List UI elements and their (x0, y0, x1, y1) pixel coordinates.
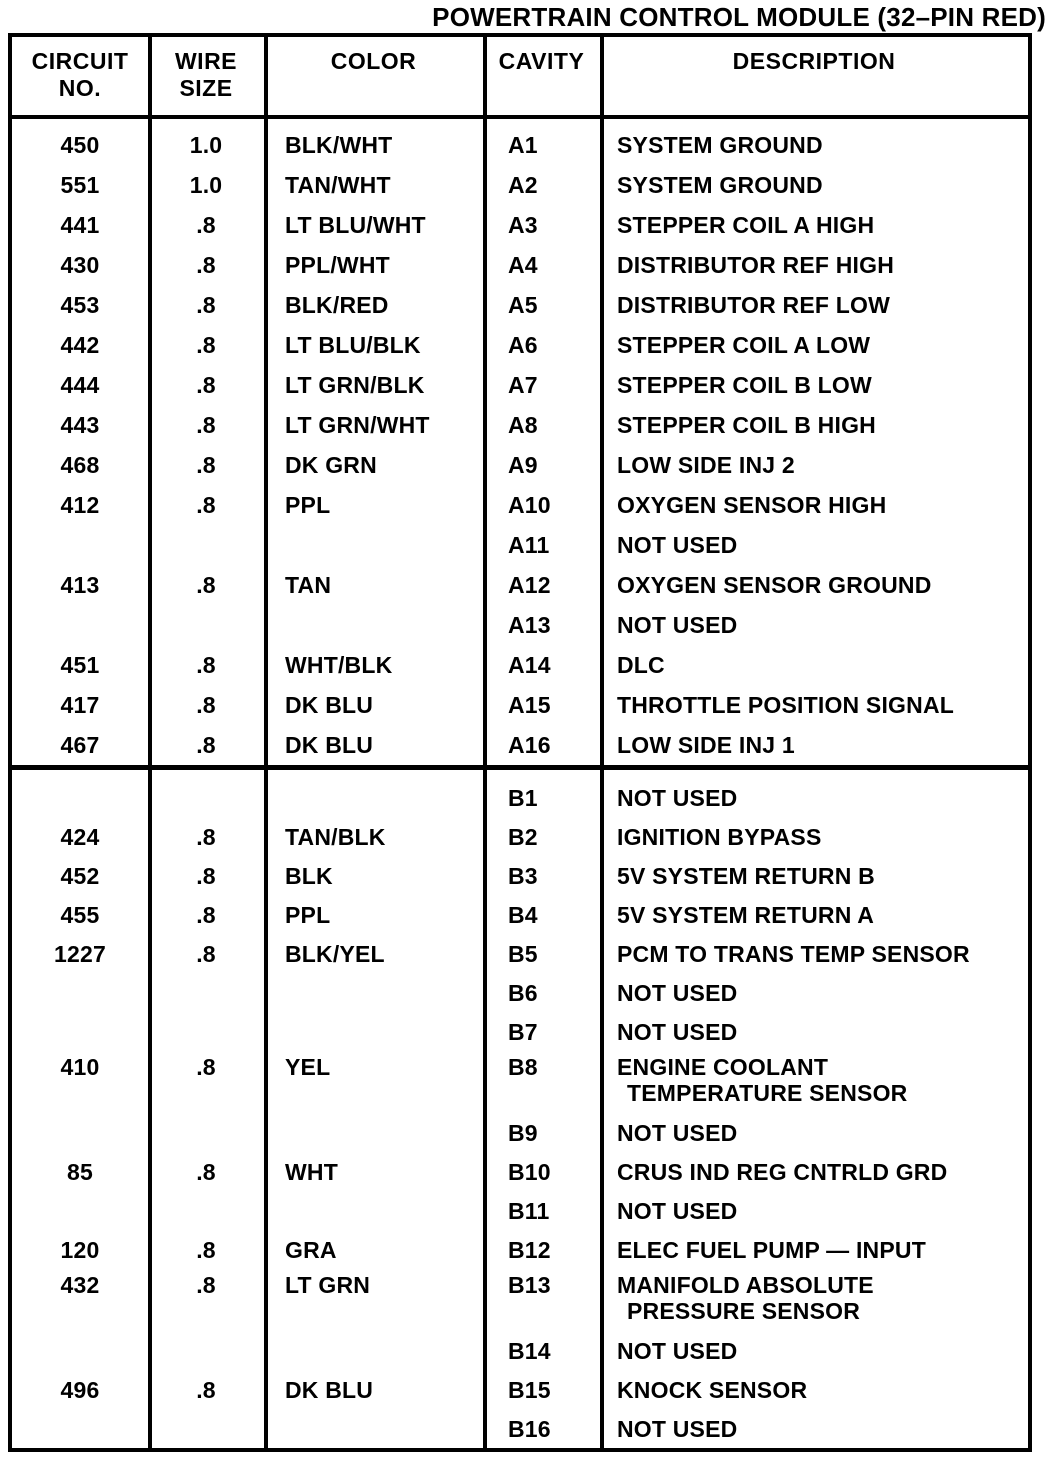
cell-description: STEPPER COIL B LOW (617, 372, 872, 398)
cell-wire-size: .8 (196, 732, 216, 758)
table-row (12, 325, 1028, 365)
table-row (12, 565, 1028, 605)
cell-wire-size (148, 778, 264, 817)
cell-description: DLC (617, 652, 665, 678)
column-header-color: COLOR (330, 48, 417, 74)
cell-description: NOT USED (617, 532, 738, 558)
table-row (12, 1051, 1028, 1113)
cell-color (264, 1113, 483, 1152)
cell-circuit-no: 120 (60, 1236, 100, 1263)
cell-wire-size: .8 (196, 1272, 216, 1298)
cell-color: BLK/RED (285, 292, 389, 318)
table-row (12, 485, 1028, 525)
cell-circuit-no: 441 (60, 212, 100, 238)
cell-wire-size: .8 (196, 212, 216, 238)
table-row (12, 1269, 1028, 1331)
cell-description: LOW SIDE INJ 2 (617, 452, 795, 478)
cell-cavity: B5 (508, 940, 538, 967)
column-divider (148, 37, 152, 1448)
cell-cavity: B4 (508, 901, 538, 928)
cell-wire-size: .8 (196, 1376, 216, 1403)
table-row (12, 856, 1028, 895)
cell-wire-size: 1.0 (189, 172, 223, 198)
cell-wire-size: .8 (196, 332, 216, 358)
table-row (12, 445, 1028, 485)
cell-description: STEPPER COIL A HIGH (617, 212, 875, 238)
cell-color: PPL/WHT (285, 252, 390, 278)
table-row (12, 1152, 1028, 1191)
cell-cavity: B14 (508, 1337, 551, 1364)
cell-circuit-no: 496 (60, 1376, 100, 1403)
cell-color: LT GRN/BLK (285, 372, 425, 398)
column-header-description: DESCRIPTION (732, 48, 896, 74)
cell-circuit-no: 424 (60, 823, 100, 850)
table-row (12, 605, 1028, 645)
cell-wire-size: .8 (196, 1054, 216, 1080)
cell-wire-size (148, 1331, 264, 1370)
table-row (12, 205, 1028, 245)
table-row (12, 1113, 1028, 1152)
cell-circuit-no: 450 (60, 132, 100, 158)
cell-description: STEPPER COIL B HIGH (617, 412, 876, 438)
cell-wire-size: .8 (196, 1236, 216, 1263)
cell-wire-size: .8 (196, 862, 216, 889)
cell-wire-size (148, 1409, 264, 1448)
cell-circuit-no: 1227 (54, 940, 106, 967)
column-header-circuit: CIRCUIT NO. (31, 48, 129, 101)
cell-description: PCM TO TRANS TEMP SENSOR (617, 940, 970, 967)
cell-description: NOT USED (617, 612, 738, 638)
table-row (12, 365, 1028, 405)
column-divider (600, 37, 604, 1448)
cell-circuit-no (12, 1012, 148, 1051)
cell-circuit-no: 452 (60, 862, 100, 889)
cell-cavity: A7 (508, 372, 538, 398)
cell-circuit-no (12, 525, 148, 565)
cell-color (264, 1409, 483, 1448)
cell-circuit-no: 432 (60, 1272, 100, 1298)
cell-cavity: B16 (508, 1415, 551, 1442)
cell-cavity: A15 (508, 692, 551, 718)
cell-wire-size: .8 (196, 412, 216, 438)
cell-description: DISTRIBUTOR REF LOW (617, 292, 890, 318)
cell-circuit-no (12, 1331, 148, 1370)
cell-color: BLK/YEL (285, 940, 385, 967)
cell-circuit-no: 444 (60, 372, 100, 398)
cell-description: ENGINE COOLANT TEMPERATURE SENSOR (617, 1054, 908, 1106)
cell-description: IGNITION BYPASS (617, 823, 822, 850)
table-row (12, 525, 1028, 565)
table-row (12, 973, 1028, 1012)
cell-cavity: A10 (508, 492, 551, 518)
cell-cavity: A13 (508, 612, 551, 638)
cell-circuit-no: 451 (60, 652, 100, 678)
cell-circuit-no: 410 (60, 1054, 100, 1080)
cell-color: TAN/BLK (285, 823, 386, 850)
cell-circuit-no (12, 1191, 148, 1230)
cell-cavity: B7 (508, 1018, 538, 1045)
cell-description: STEPPER COIL A LOW (617, 332, 871, 358)
cell-wire-size (148, 973, 264, 1012)
cell-wire-size (148, 525, 264, 565)
cell-wire-size: .8 (196, 452, 216, 478)
cell-color: DK GRN (285, 452, 377, 478)
cell-cavity: A3 (508, 212, 538, 238)
cell-color: PPL (285, 492, 331, 518)
cell-cavity: B13 (508, 1272, 551, 1298)
cell-circuit-no: 455 (60, 901, 100, 928)
cell-cavity: B12 (508, 1236, 551, 1263)
cell-circuit-no: 413 (60, 572, 100, 598)
cell-color: PPL (285, 901, 331, 928)
page-title: POWERTRAIN CONTROL MODULE (32–PIN RED) (432, 2, 1046, 32)
cell-wire-size: .8 (196, 901, 216, 928)
cell-color: LT GRN/WHT (285, 412, 430, 438)
cell-description: THROTTLE POSITION SIGNAL (617, 692, 955, 718)
cell-description: NOT USED (617, 784, 738, 811)
cell-wire-size: .8 (196, 492, 216, 518)
cell-color: LT GRN (285, 1272, 371, 1298)
cell-circuit-no: 468 (60, 452, 100, 478)
cell-description: 5V SYSTEM RETURN B (617, 862, 875, 889)
cell-description: NOT USED (617, 1415, 738, 1442)
connector-b-section (12, 765, 1028, 1448)
column-header-size: WIRE SIZE (174, 48, 238, 101)
cell-wire-size: .8 (196, 823, 216, 850)
cell-color (264, 605, 483, 645)
cell-circuit-no: 85 (67, 1158, 93, 1185)
cell-cavity: B6 (508, 979, 538, 1006)
cell-color: WHT (285, 1158, 338, 1185)
table-row (12, 1012, 1028, 1051)
cell-description: DISTRIBUTOR REF HIGH (617, 252, 895, 278)
cell-color (264, 525, 483, 565)
cell-circuit-no: 417 (60, 692, 100, 718)
cell-color: GRA (285, 1236, 337, 1263)
table-row (12, 245, 1028, 285)
cell-cavity: A1 (508, 132, 538, 158)
cell-color (264, 1331, 483, 1370)
cell-cavity: A16 (508, 732, 551, 758)
connector-a-section (12, 119, 1028, 765)
cell-circuit-no (12, 1409, 148, 1448)
cell-description: OXYGEN SENSOR GROUND (617, 572, 932, 598)
cell-color: BLK (285, 862, 333, 889)
cell-circuit-no (12, 778, 148, 817)
table-row (12, 165, 1028, 205)
cell-circuit-no (12, 1113, 148, 1152)
cell-cavity: B3 (508, 862, 538, 889)
cell-color (264, 1012, 483, 1051)
cell-color (264, 973, 483, 1012)
cell-description: NOT USED (617, 1018, 738, 1045)
table-row (12, 1409, 1028, 1448)
cell-wire-size: 1.0 (189, 132, 223, 158)
table-row (12, 685, 1028, 725)
cell-wire-size: .8 (196, 292, 216, 318)
cell-color: LT BLU/BLK (285, 332, 421, 358)
cell-color: TAN (285, 572, 332, 598)
cell-description: NOT USED (617, 979, 738, 1006)
cell-cavity: A9 (508, 452, 538, 478)
cell-cavity: B2 (508, 823, 538, 850)
cell-cavity: A2 (508, 172, 538, 198)
cell-description: NOT USED (617, 1337, 738, 1364)
cell-wire-size (148, 1012, 264, 1051)
table-row (12, 1370, 1028, 1409)
cell-color (264, 1191, 483, 1230)
cell-cavity: B1 (508, 784, 538, 811)
cell-description: CRUS IND REG CNTRLD GRD (617, 1158, 948, 1185)
cell-color: DK BLU (285, 732, 374, 758)
cell-circuit-no: 442 (60, 332, 100, 358)
table-row (12, 645, 1028, 685)
cell-wire-size: .8 (196, 692, 216, 718)
cell-description: KNOCK SENSOR (617, 1376, 808, 1403)
table-row (12, 778, 1028, 817)
cell-wire-size (148, 1191, 264, 1230)
cell-cavity: A6 (508, 332, 538, 358)
cell-description: OXYGEN SENSOR HIGH (617, 492, 887, 518)
cell-cavity: B10 (508, 1158, 551, 1185)
table-header (12, 37, 1028, 119)
cell-color: TAN/WHT (285, 172, 391, 198)
cell-color: LT BLU/WHT (285, 212, 426, 238)
cell-description: SYSTEM GROUND (617, 132, 823, 158)
table-row (12, 1331, 1028, 1370)
cell-cavity: B15 (508, 1376, 551, 1403)
cell-description: LOW SIDE INJ 1 (617, 732, 795, 758)
cell-color: BLK/WHT (285, 132, 393, 158)
table-row (12, 285, 1028, 325)
cell-cavity: A12 (508, 572, 551, 598)
cell-color: DK BLU (285, 692, 374, 718)
table-row (12, 895, 1028, 934)
table-row (12, 125, 1028, 165)
cell-description: MANIFOLD ABSOLUTE PRESSURE SENSOR (617, 1272, 874, 1324)
column-divider (264, 37, 268, 1448)
cell-wire-size: .8 (196, 940, 216, 967)
cell-cavity: A5 (508, 292, 538, 318)
cell-wire-size (148, 1113, 264, 1152)
table-body (12, 119, 1028, 1448)
cell-circuit-no (12, 973, 148, 1012)
cell-wire-size: .8 (196, 652, 216, 678)
column-header-cavity: CAVITY (498, 48, 585, 74)
table-row (12, 405, 1028, 445)
cell-wire-size: .8 (196, 252, 216, 278)
cell-wire-size: .8 (196, 1158, 216, 1185)
table-row (12, 1191, 1028, 1230)
table-row (12, 725, 1028, 765)
cell-description: 5V SYSTEM RETURN A (617, 901, 875, 928)
cell-circuit-no: 467 (60, 732, 100, 758)
cell-color (264, 778, 483, 817)
cell-cavity: A4 (508, 252, 538, 278)
cell-cavity: B9 (508, 1119, 538, 1146)
cell-cavity: A14 (508, 652, 551, 678)
cell-color: DK BLU (285, 1376, 374, 1403)
cell-circuit-no (12, 605, 148, 645)
cell-description: SYSTEM GROUND (617, 172, 823, 198)
column-divider (483, 37, 487, 1448)
table-row (12, 1230, 1028, 1269)
cell-circuit-no: 453 (60, 292, 100, 318)
table-row (12, 934, 1028, 973)
cell-cavity: B11 (508, 1197, 550, 1224)
cell-description: NOT USED (617, 1119, 738, 1146)
cell-wire-size: .8 (196, 372, 216, 398)
cell-cavity: B8 (508, 1054, 538, 1080)
cell-circuit-no: 443 (60, 412, 100, 438)
cell-color: YEL (285, 1054, 331, 1080)
cell-description: NOT USED (617, 1197, 738, 1224)
cell-wire-size (148, 605, 264, 645)
cell-circuit-no: 430 (60, 252, 100, 278)
cell-cavity: A11 (508, 532, 550, 558)
cell-description: ELEC FUEL PUMP — INPUT (617, 1236, 926, 1263)
table-row (12, 817, 1028, 856)
wiring-table (8, 33, 1032, 1452)
cell-wire-size: .8 (196, 572, 216, 598)
cell-circuit-no: 551 (60, 172, 100, 198)
cell-cavity: A8 (508, 412, 538, 438)
cell-circuit-no: 412 (60, 492, 100, 518)
cell-color: WHT/BLK (285, 652, 393, 678)
